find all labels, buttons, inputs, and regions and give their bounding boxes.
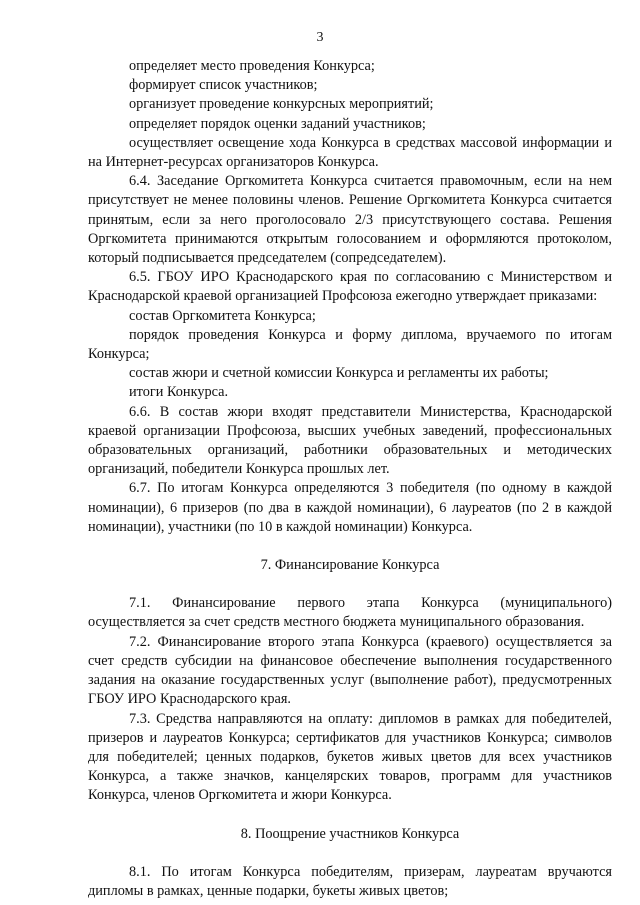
paragraph-6-5: 6.5. ГБОУ ИРО Краснодарского края по согласованию с Министерством и Краснодарской краевой организацией Профсоюза ежегодно утверждает приказами: xyxy=(88,269,612,305)
paragraph-7-1: 7.1. Финансирование первого этапа Конкурса (муниципального) осуществляется за счет средств местного бюджета муниципального образования. xyxy=(88,595,612,631)
paragraph-6-4: 6.4. Заседание Оргкомитета Конкурса считается правомочным, если на нем присутствует не менее половины членов. Решение Оргкомитета Конкурса считается принятым, если за него проголосовало 2/3 присутствующего состава. Решения Оргкомитета принимаются открытым голосованием и оформляются протоколом, который подписывается председателем (сопредседателем). xyxy=(88,173,612,267)
list-item: состав Оргкомитета Конкурса; xyxy=(129,307,316,324)
paragraph-7-3: 7.3. Средства направляются на оплату: дипломов в рамках для победителей, призеров и лауреатов Конкурса; сертификатов для участников Конкурса; символов для победителей; ценных подарков, букетов живых цветов для всех участников Конкурса, а также значков, канцелярских товаров, программ для участников Конкурса, членов Оргкомитета и жюри Конкурса. xyxy=(88,710,612,804)
section-heading-7: 7. Финансирование Конкурса xyxy=(260,557,440,574)
document-body xyxy=(88,57,612,901)
paragraph-8-1: 8.1. По итогам Конкурса победителям, призерам, лауреатам вручаются дипломы в рамках, ценные подарки, букеты живых цветов; xyxy=(88,863,612,899)
paragraph-7-2: 7.2. Финансирование второго этапа Конкурса (краевого) осуществляется за счет средств субсидии на финансовое обеспечение выполнения государственного задания на оказание государственных услуг (выполнение работ), предусмотренных ГБОУ ИРО Краснодарского края. xyxy=(88,633,612,708)
paragraph-6-7: 6.7. По итогам Конкурса определяются 3 победителя (по одному в каждой номинации), 6 призеров (по два в каждой номинации), 6 лауреатов (по 2 в каждой номинации), участники (по 10 в каждой номинации) Конкурса. xyxy=(88,480,612,535)
page-number: 3 xyxy=(316,30,324,45)
list-item: организует проведение конкурсных мероприятий; xyxy=(129,96,434,113)
list-item: порядок проведения Конкурса и форму диплома, вручаемого по итогам Конкурса; xyxy=(88,326,612,363)
section-heading-8: 8. Поощрение участников Конкурса xyxy=(240,825,460,842)
paragraph-6-6: 6.6. В состав жюри входят представители Министерства, Краснодарской краевой организации Профсоюза, высших учебных заведений, профессиональных образовательных организаций, работники образовательных и методических организаций, победители Конкурса прошлых лет. xyxy=(88,403,612,478)
list-item: состав жюри и счетной комиссии Конкурса и регламенты их работы; xyxy=(129,365,549,382)
list-item: осуществляет освещение хода Конкурса в средствах массовой информации и на Интернет-ресурсах организаторов Конкурса. xyxy=(88,134,612,171)
list-item: определяет порядок оценки заданий участников; xyxy=(129,115,426,132)
list-item: формирует список участников; xyxy=(129,77,318,94)
list-item: определяет место проведения Конкурса; xyxy=(129,58,375,74)
list-item: итоги Конкурса. xyxy=(129,384,229,401)
